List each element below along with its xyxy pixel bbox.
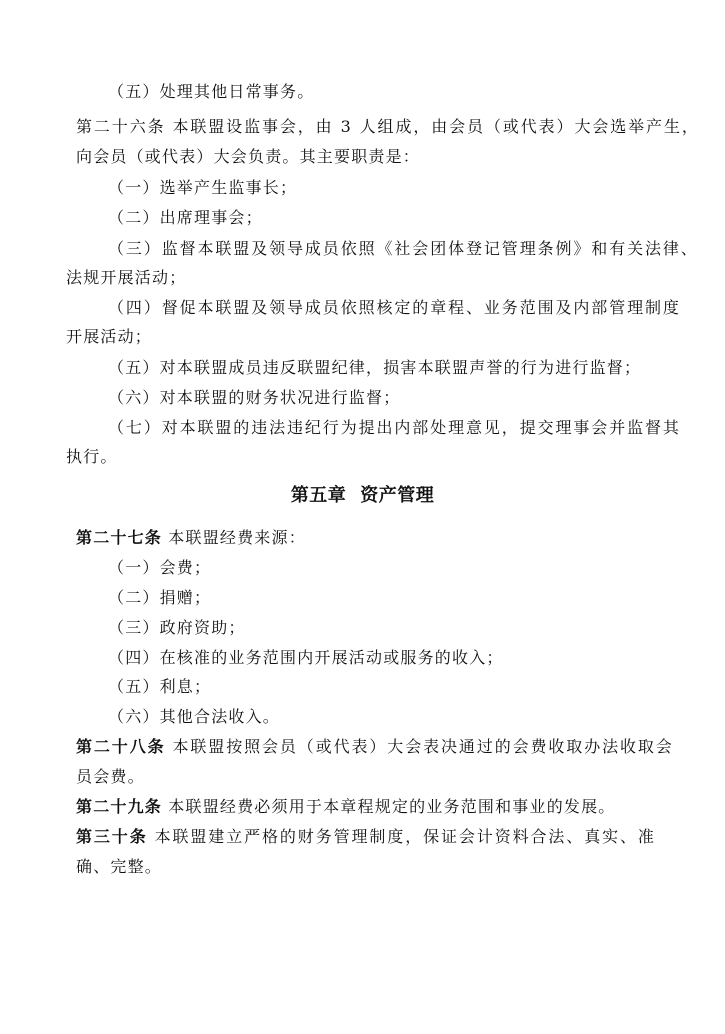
article-30-label: 第三十条 xyxy=(76,827,148,846)
chapter-heading xyxy=(0,484,725,508)
article-28-cont: 员会费。 xyxy=(76,767,145,786)
article-26-item-7: （七）对本联盟的违法违纪行为提出内部处理意见，提交理事会并监督其 xyxy=(108,418,681,437)
article-27-item-5: （五）利息； xyxy=(108,677,212,696)
article-26-item-4-cont: 开展活动； xyxy=(66,327,153,346)
article-26-line-2: 向会员（或代表）大会负责。其主要职责是： xyxy=(76,147,421,166)
article-27-item-6: （六）其他合法收入。 xyxy=(108,707,281,726)
article-27 xyxy=(76,528,306,548)
article-27-item-1: （一）会费； xyxy=(108,558,212,577)
article-27-item-3: （三）政府资助； xyxy=(108,618,246,637)
article-26-line-1: 第二十六条 本联盟设监事会，由 3 人组成，由会员（或代表）大会选举产生， xyxy=(76,117,700,136)
article-30-cont: 确、完整。 xyxy=(76,857,163,876)
article-26-item-1: （一）选举产生监事长； xyxy=(108,178,298,197)
article-26-item-2: （二）出席理事会； xyxy=(108,208,263,227)
article-27-item-4: （四）在核准的业务范围内开展活动或服务的收入； xyxy=(108,648,504,667)
article-28-text: 本联盟按照会员（或代表）大会表决通过的会费收取办法收取会 xyxy=(165,737,674,756)
article-26-item-4: （四）督促本联盟及领导成员依照核定的章程、业务范围及内部管理制度 xyxy=(108,298,681,317)
article-26-item-5: （五）对本联盟成员违反联盟纪律，损害本联盟声誉的行为进行监督； xyxy=(108,358,642,377)
article-28-label: 第二十八条 xyxy=(76,737,166,756)
article-29-text: 本联盟经费必须用于本章程规定的业务范围和事业的发展。 xyxy=(162,797,616,816)
article-26-item-6: （六）对本联盟的财务状况进行监督； xyxy=(108,388,401,407)
article-27-text: 本联盟经费来源： xyxy=(162,528,306,547)
article-27-item-2: （二）捐赠； xyxy=(108,588,212,607)
article-26-item-3-cont: 法规开展活动； xyxy=(66,268,187,287)
article-27-label: 第二十七条 xyxy=(76,528,163,547)
article-29-label: 第二十九条 xyxy=(76,797,163,816)
article-29 xyxy=(76,797,616,817)
article-26-item-7-cont: 执行。 xyxy=(66,447,118,466)
article-26-prev-item-5: （五）处理其他日常事务。 xyxy=(108,82,315,101)
article-26-item-3: （三）监督本联盟及领导成员依照《社会团体登记管理条例》和有关法律、 xyxy=(108,239,699,258)
article-28 xyxy=(76,737,674,757)
article-30-text: 本联盟建立严格的财务管理制度，保证会计资料合法、真实、准 xyxy=(147,827,656,846)
article-30 xyxy=(76,827,656,847)
chapter-number: 第五章 xyxy=(290,485,347,506)
chapter-title: 资产管理 xyxy=(360,485,435,506)
